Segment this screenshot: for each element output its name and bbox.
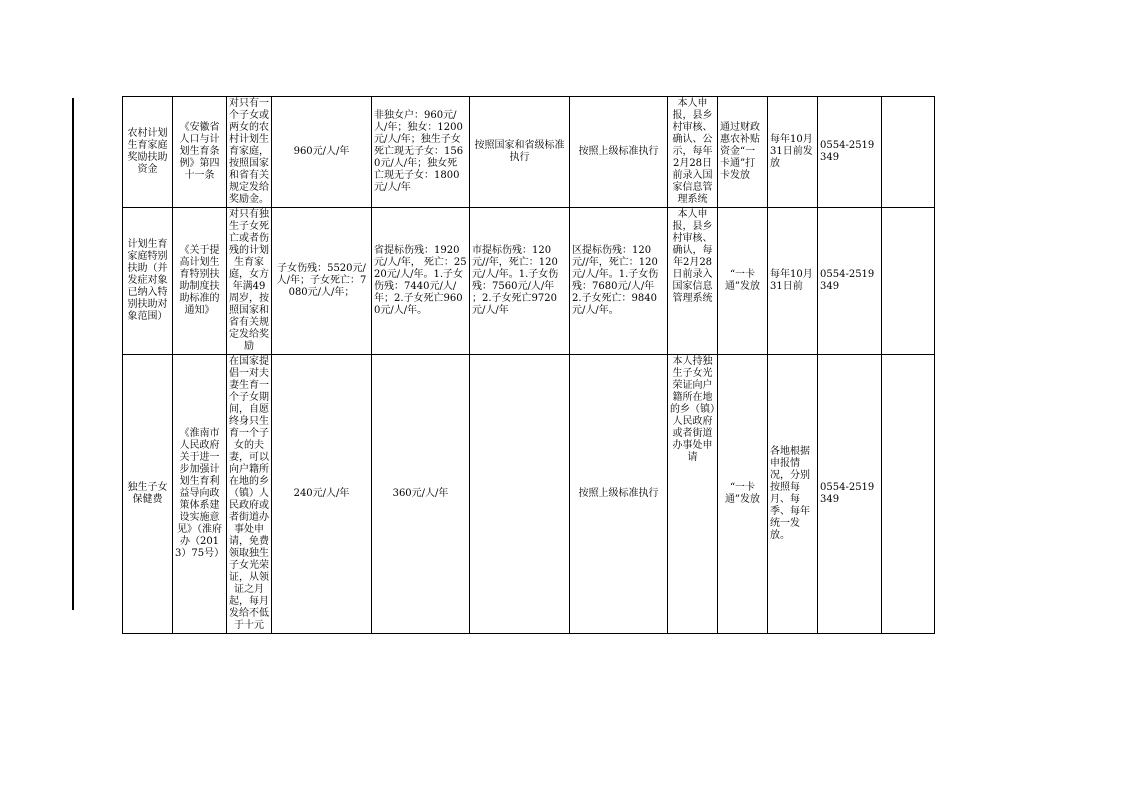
cell-c4: 子女伤残：5520元/人/年；子女死亡：7080元/人/年； [272,208,372,355]
cell-time: 每年10月31日前发放 [768,97,818,208]
table-row [123,97,935,208]
cell-basis: 《安徽省人口与计划生育条例》第四十一条 [173,97,227,208]
cell-tel: 0554-2519349 [818,355,882,634]
cell-target: 对只有独生子女死亡或者伤残的计划生育家庭，女方年满49周岁，按照国家和省有关规定发给奖励 [227,208,272,355]
cell-pay: 通过财政惠农补贴资金“一卡通”打卡发放 [718,97,768,208]
cell-item: 计划生育家庭特别扶助（并发症对象已纳入特别扶助对象范围） [123,208,173,355]
cell-proc: 本人持独生子女光荣证向户籍所在地的乡（镇）人民政府或者街道办事处申请 [668,355,718,634]
cell-note [882,355,935,634]
cell-item: 农村计划生育家庭奖励扶助资金 [123,97,173,208]
cell-tel: 0554-2519349 [818,208,882,355]
cell-c7: 按照上级标准执行 [570,355,668,634]
cell-c5: 360元/人/年 [372,355,470,634]
cell-pay: “一卡通”发放 [718,208,768,355]
cell-proc: 本人申报，县乡村审核、确认，每年2月28日前录入国家信息管理系统 [668,208,718,355]
table-row [123,208,935,355]
cell-item: 独生子女保健费 [123,355,173,634]
cell-target: 在国家提倡一对夫妻生育一个子女期间，自愿终身只生育一个子女的夫妻，可以向户籍所在地的乡（镇）人民政府或者街道办事处申请，免费领取独生子女光荣证，从领证之月起，每月发给不低于十元 [227,355,272,634]
cell-tel: 0554-2519349 [818,97,882,208]
cell-basis: 《关于提高计划生育特别扶助制度扶助标准的通知》 [173,208,227,355]
cell-target: 对只有一个子女或两女的农村计划生育家庭，按照国家和省有关规定发给奖励金。 [227,97,272,208]
cell-c6: 市提标伤残：120元//年，死亡：120元/人/年。1.子女伤残：7560元/人/年 ；2.子女死亡9720元/人/年 [470,208,570,355]
cell-basis: 《淮南市人民政府关于进一步加强计划生育利益导向政策体系建设实施意见》（淮府办（2013）75号） [173,355,227,634]
cell-c6: 按照国家和省级标准执行 [470,97,570,208]
table-row [123,355,935,634]
policy-table [122,96,935,634]
cell-c4: 240元/人/年 [272,355,372,634]
left-margin-line [72,98,74,610]
cell-c7: 区提标伤残：120元//年，死亡：120元/人/年。1.子女伤残：7680元/人/年 2.子女死亡：9840元/人/年。 [570,208,668,355]
cell-c6 [470,355,570,634]
cell-pay: “一卡通”发放 [718,355,768,634]
cell-proc: 本人申报，县乡村审核、确认、公示，每年2月28日前录入国家信息管理系统 [668,97,718,208]
cell-time: 每年10月31日前 [768,208,818,355]
cell-c7: 按照上级标准执行 [570,97,668,208]
cell-time: 各地根据申报情况，分别按照每月、每季、每年统一发放。 [768,355,818,634]
cell-c5: 非独女户：960元/人/年；独女：1200元/人/年；独生子女死亡现无子女：1560元/人/年；独女死亡现无子女：1800元/人/年 [372,97,470,208]
cell-note [882,208,935,355]
cell-c4: 960元/人/年 [272,97,372,208]
cell-c5: 省提标伤残：1920元/人/年， 死亡：2520元/人/年。1.子女伤残：7440元/人/年；2.子女死亡9600元/人/年。 [372,208,470,355]
cell-note [882,97,935,208]
